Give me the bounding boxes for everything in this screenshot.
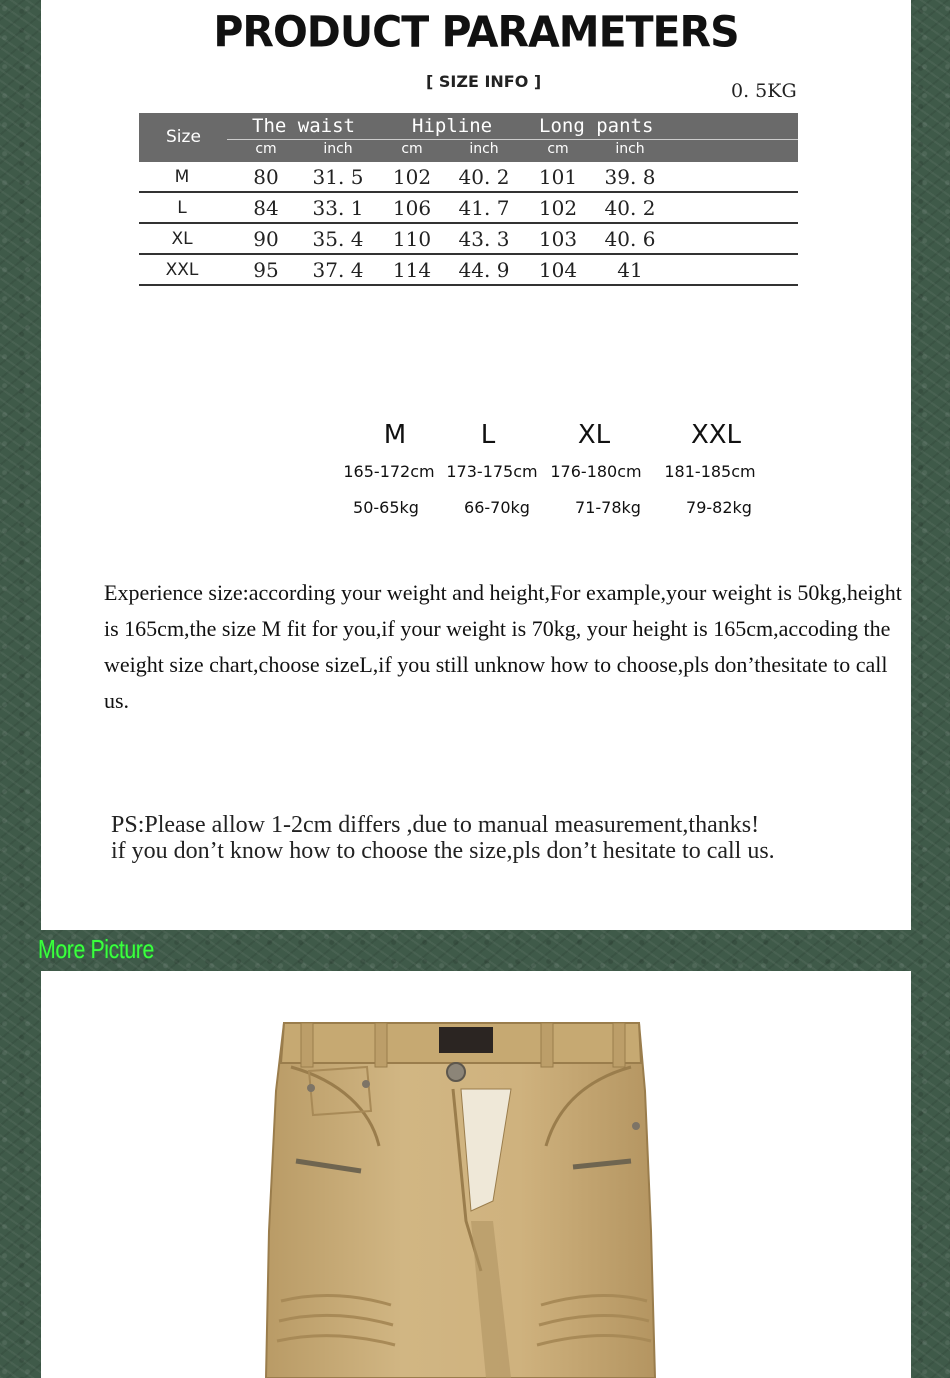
table-cell: 104 [538, 258, 578, 282]
table-cell: 33. 1 [312, 196, 364, 220]
table-cell: 90 [253, 227, 279, 251]
table-cell: 43. 3 [458, 227, 510, 251]
waist-header: The waist [252, 115, 355, 137]
guide-weight: 50-65kg [353, 498, 419, 517]
guide-weight: 79-82kg [686, 498, 752, 517]
page-title: PRODUCT PARAMETERS [213, 6, 739, 58]
guide-height: 181-185cm [664, 462, 756, 481]
table-row [139, 162, 798, 193]
guide-size: L [480, 420, 496, 450]
table-cell: 35. 4 [312, 227, 364, 251]
table-cell: 44. 9 [458, 258, 510, 282]
experience-text: Experience size:according your weight and height,For example,your weight is 50kg,height is 165cm,the size M fit for you,if your weight is 70kg, your height is 165cm,accoding the weight size chart,choose sizeL,if you still unknow how to choose,pls don’thesitate to call us. [104, 580, 902, 713]
table-cell: 101 [538, 165, 578, 189]
header-divider [227, 139, 798, 140]
table-cell: 95 [253, 258, 279, 282]
guide-height: 176-180cm [550, 462, 642, 481]
table-row [139, 255, 798, 286]
guide-weight: 71-78kg [575, 498, 641, 517]
long-pants-header: Long pants [539, 115, 654, 137]
unit-header: inch [469, 141, 499, 157]
table-cell: 102 [392, 165, 432, 189]
weight-label: 0. 5KG [731, 80, 797, 102]
size-info-label: [ SIZE INFO ] [426, 72, 542, 91]
size-table-header [139, 113, 798, 162]
guide-height: 173-175cm [446, 462, 538, 481]
table-cell: 40. 2 [458, 165, 510, 189]
guide-size: XL [577, 420, 611, 450]
table-cell: 103 [538, 227, 578, 251]
size-table [139, 113, 798, 286]
unit-header: cm [547, 141, 569, 157]
unit-header: cm [401, 141, 423, 157]
table-cell: 110 [392, 227, 432, 251]
size-cell: L [177, 198, 187, 218]
guide-size: XXL [690, 420, 742, 450]
table-cell: 80 [253, 165, 279, 189]
table-cell: 102 [538, 196, 578, 220]
hipline-header: Hipline [412, 115, 493, 137]
ps-line: PS:Please allow 1-2cm differs ,due to manual measurement,thanks! [111, 812, 760, 838]
table-cell: 106 [392, 196, 432, 220]
table-cell: 40. 6 [604, 227, 656, 251]
ps-line: if you don’t know how to choose the size,pls don’t hesitate to call us. [111, 838, 775, 864]
table-cell: 84 [253, 196, 279, 220]
size-cell: XL [171, 229, 193, 249]
unit-header: inch [323, 141, 353, 157]
more-picture-label: More Picture [38, 934, 154, 964]
size-cell: M [174, 167, 190, 187]
table-row [139, 193, 798, 224]
product-picture-panel [41, 971, 911, 1378]
ps-note [111, 812, 901, 864]
table-cell: 31. 5 [312, 165, 364, 189]
table-cell: 41 [617, 258, 643, 282]
unit-header: inch [615, 141, 645, 157]
guide-size: M [383, 420, 407, 450]
guide-weight: 66-70kg [464, 498, 530, 517]
guide-height: 165-172cm [343, 462, 435, 481]
size-info-panel [41, 0, 911, 930]
size-column-header: Size [166, 127, 201, 147]
size-cell: XXL [165, 260, 199, 280]
unit-header: cm [255, 141, 277, 157]
table-cell: 40. 2 [604, 196, 656, 220]
khaki-pants-image [41, 971, 911, 1378]
table-cell: 39. 8 [604, 165, 656, 189]
table-cell: 114 [392, 258, 432, 282]
table-cell: 37. 4 [312, 258, 364, 282]
table-cell: 41. 7 [458, 196, 510, 220]
table-row [139, 224, 798, 255]
